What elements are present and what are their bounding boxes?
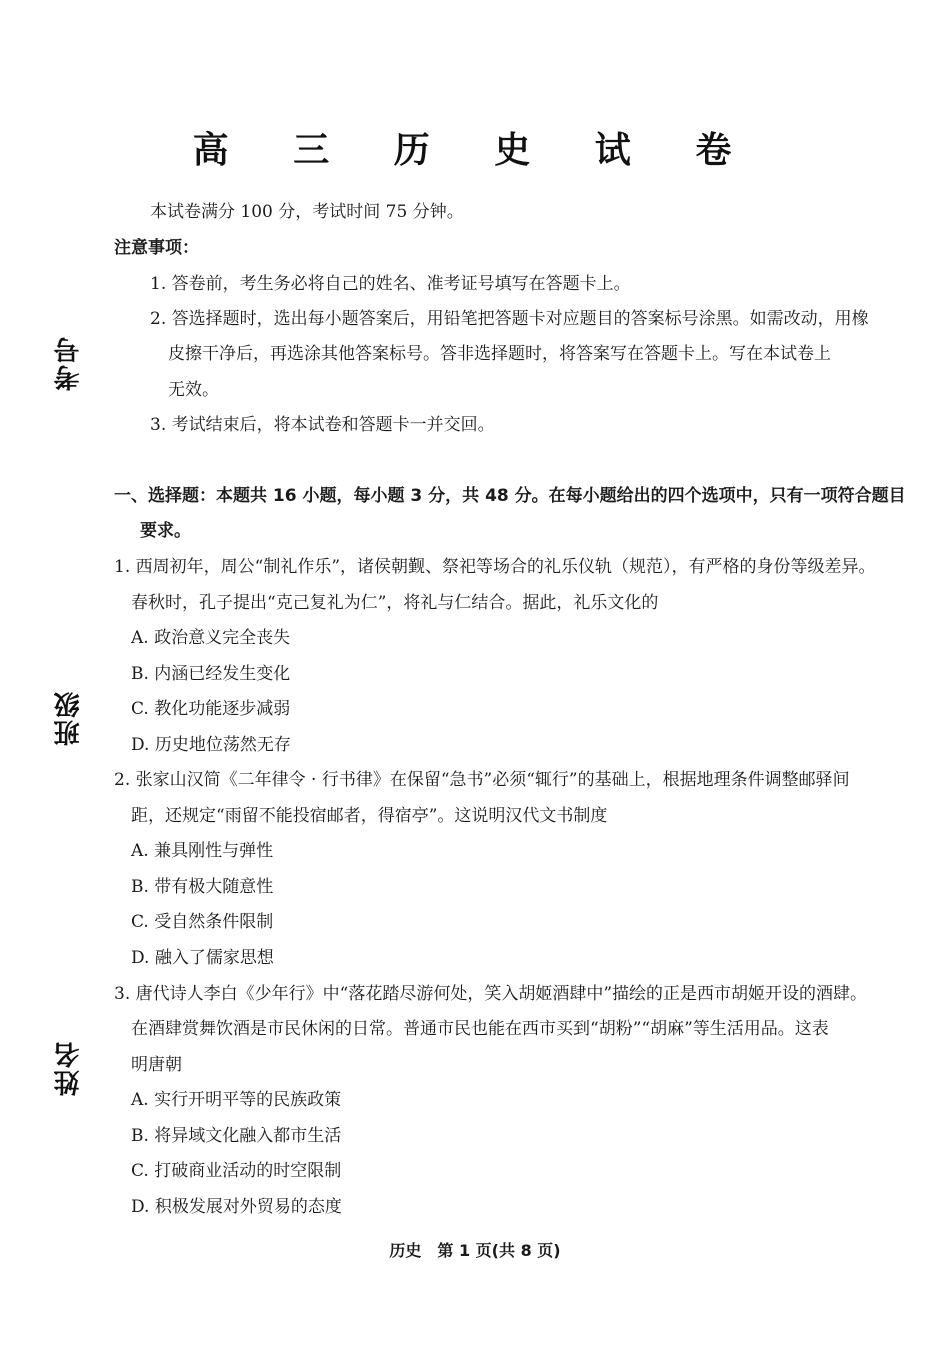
section-heading: 一、选择题：本题共 16 小题，每小题 3 分，共 48 分。在每小题给出的四个选项中，只有一项符合题目 xyxy=(114,486,906,506)
intro-text: 本试卷满分 100 分，考试时间 75 分钟。 xyxy=(150,202,464,222)
notice-heading: 注意事项： xyxy=(114,238,199,258)
option-b: B. 带有极大随意性 xyxy=(131,877,274,897)
question-stem: 在酒肆赏舞饮酒是市民休闲的日常。普通市民也能在西市买到“胡粉”“胡麻”等生活用品。这表 xyxy=(131,1019,829,1039)
question-stem: 1. 西周初年，周公“制礼作乐”，诸侯朝觐、祭祀等场合的礼乐仪轨（规范），有严格的身份等级差异。 xyxy=(114,557,876,577)
option-b: B. 将异域文化融入都市生活 xyxy=(131,1126,342,1146)
option-d: D. 积极发展对外贸易的态度 xyxy=(131,1197,342,1217)
page-footer: 历史 第 1 页(共 8 页) xyxy=(389,1241,561,1260)
option-d: D. 历史地位荡然无存 xyxy=(131,735,291,755)
notice-item: 3. 考试结束后，将本试卷和答题卡一并交回。 xyxy=(150,415,495,435)
page-title: 高 三 历 史 试 卷 xyxy=(192,130,758,171)
option-a: A. 兼具刚性与弹性 xyxy=(131,841,274,861)
question-stem: 2. 张家山汉简《二年律令 · 行书律》在保留“急书”必须“辄行”的基础上，根据地理条件调整邮驿间 xyxy=(114,770,850,790)
option-b: B. 内涵已经发生变化 xyxy=(131,664,291,684)
section-heading-cont: 要求。 xyxy=(140,521,191,541)
notice-item: 皮擦干净后，再选涂其他答案标号。答非选择题时，将答案写在答题卡上。写在本试卷上 xyxy=(168,344,831,364)
notice-item: 1. 答卷前，考生务必将自己的姓名、准考证号填写在答题卡上。 xyxy=(150,274,631,294)
question-stem: 3. 唐代诗人李白《少年行》中“落花踏尽游何处，笑入胡姬酒肆中”描绘的正是西市胡姬开设的酒肆。 xyxy=(114,984,868,1004)
question-stem: 明唐朝 xyxy=(131,1055,182,1075)
option-c: C. 教化功能逐步减弱 xyxy=(131,699,291,719)
option-c: C. 打破商业活动的时空限制 xyxy=(131,1161,342,1181)
question-stem: 春秋时，孔子提出“克己复礼为仁”，将礼与仁结合。据此，礼乐文化的 xyxy=(131,593,659,613)
notice-item: 2. 答选择题时，选出每小题答案后，用铅笔把答题卡对应题目的答案标号涂黑。如需改动，用橡 xyxy=(150,309,869,329)
option-c: C. 受自然条件限制 xyxy=(131,912,274,932)
question-stem: 距，还规定“雨留不能投宿邮者，得宿亭”。这说明汉代文书制度 xyxy=(131,806,608,826)
notice-item: 无效。 xyxy=(168,380,219,400)
name-label: 姓名 xyxy=(54,1040,84,1096)
option-a: A. 政治意义完全丧失 xyxy=(131,628,291,648)
option-a: A. 实行开明平等的民族政策 xyxy=(131,1090,342,1110)
option-d: D. 融入了儒家思想 xyxy=(131,948,274,968)
exam-number-label: 考号 xyxy=(54,335,84,391)
class-label: 班级 xyxy=(54,690,84,746)
